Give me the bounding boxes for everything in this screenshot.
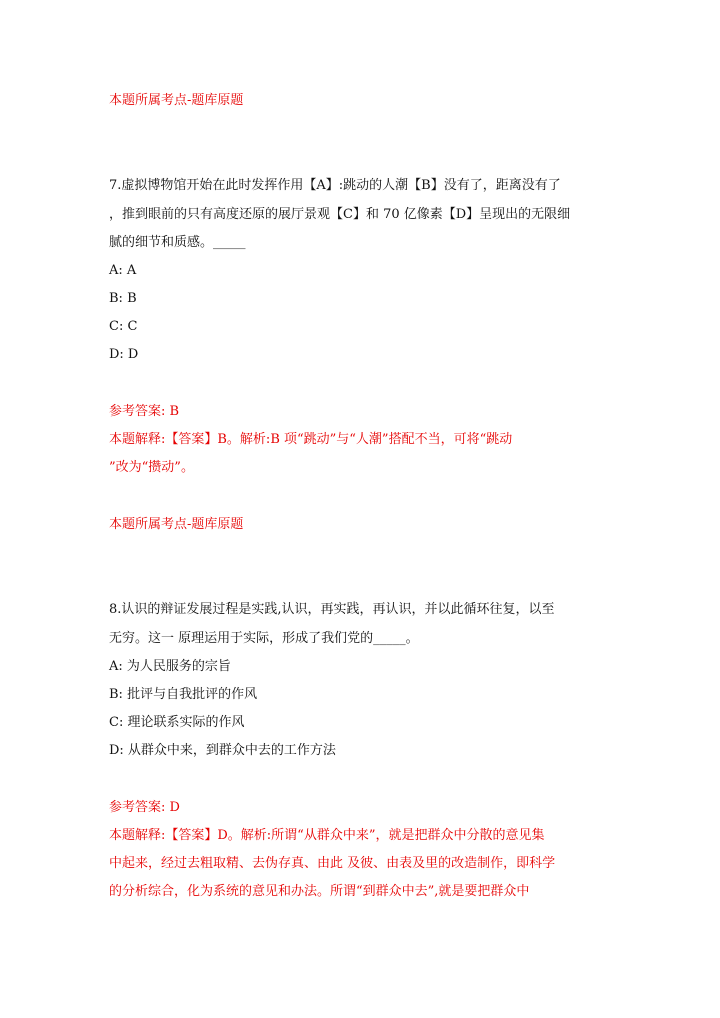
question-stem-line: 7.虚拟博物馆开始在此时发挥作用【A】:跳动的人潮【B】没有了，距离没有了 bbox=[109, 178, 561, 193]
answer-label: 参考答案: B bbox=[109, 404, 180, 419]
option-b: B: B bbox=[109, 291, 137, 306]
question-stem-line: 无穷。这一 原理运用于实际，形成了我们党的_____。 bbox=[109, 631, 419, 646]
topic-label: 本题所属考点-题库原题 bbox=[109, 517, 244, 532]
question-stem-line: 腻的细节和质感。_____ bbox=[109, 235, 246, 250]
explanation-line: 中起来，经过去粗取精、去伪存真、由此 及彼、由表及里的改造制作，即科学 bbox=[109, 856, 556, 871]
answer-label: 参考答案: D bbox=[109, 800, 180, 815]
option-d: D: D bbox=[109, 347, 139, 362]
option-a: A: 为人民服务的宗旨 bbox=[109, 659, 231, 674]
topic-label: 本题所属考点-题库原题 bbox=[109, 93, 244, 108]
question-stem-line: 8.认识的辩证发展过程是实践,认识，再实践，再认识，并以此循环往复，以至 bbox=[109, 602, 555, 617]
option-c: C: C bbox=[109, 319, 138, 334]
explanation-line: 本题解释:【答案】B。解析:B 项“跳动”与“人潮”搭配不当，可将“跳动 bbox=[109, 432, 513, 447]
option-b: B: 批评与自我批评的作风 bbox=[109, 687, 258, 702]
explanation-line: 本题解释:【答案】D。解析:所谓“从群众中来”，就是把群众中分散的意见集 bbox=[109, 828, 545, 843]
option-d: D: 从群众中来，到群众中去的工作方法 bbox=[109, 743, 336, 758]
explanation-line: ”改为“攒动”。 bbox=[109, 460, 194, 475]
explanation-line: 的分析综合，化为系统的意见和办法。所谓“到群众中去”,就是要把群众中 bbox=[109, 884, 530, 899]
option-a: A: A bbox=[109, 263, 137, 278]
question-stem-line: ，推到眼前的只有高度还原的展厅景观【C】和 70 亿像素【D】呈现出的无限细 bbox=[109, 207, 571, 222]
option-c: C: 理论联系实际的作风 bbox=[109, 715, 245, 730]
